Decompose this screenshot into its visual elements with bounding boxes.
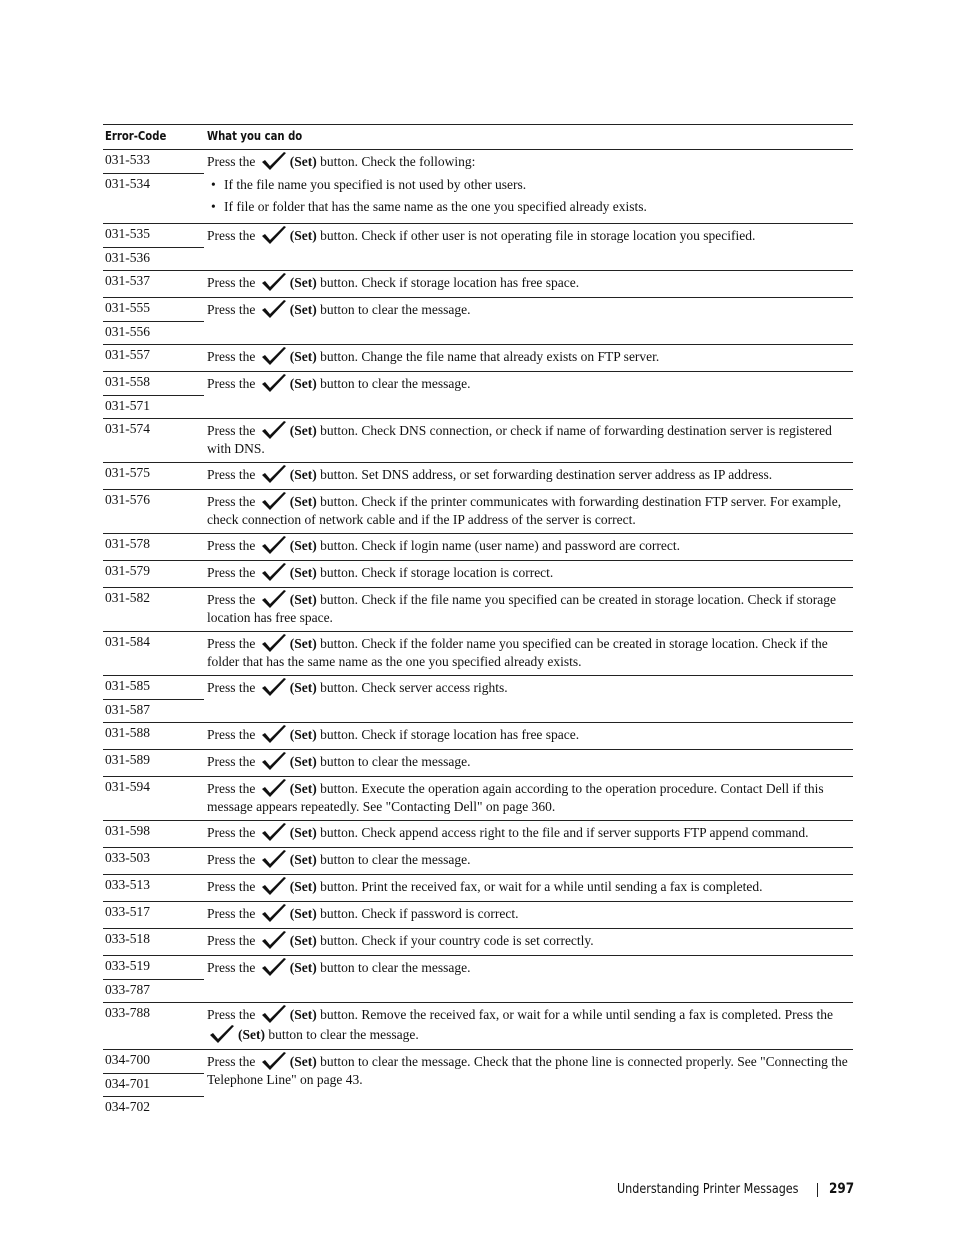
- instruction-text: button to clear the message.: [268, 1027, 419, 1042]
- press-the-text: Press the: [207, 636, 256, 651]
- instruction: [207, 299, 853, 319]
- error-code: 033-519: [105, 958, 150, 973]
- set-label: (Set): [289, 376, 317, 391]
- error-code: 031-579: [105, 563, 150, 578]
- checkmark-icon: [261, 930, 287, 950]
- press-the-text: Press the: [207, 1007, 256, 1022]
- error-code: 033-518: [105, 931, 150, 946]
- instruction: [207, 373, 853, 393]
- press-the-text: Press the: [207, 494, 256, 509]
- instruction-text: button. Check if storage location is correct.: [320, 565, 554, 580]
- instruction: [207, 151, 853, 171]
- error-code: 034-700: [105, 1052, 150, 1067]
- instruction: [207, 849, 853, 869]
- instruction: [207, 562, 853, 582]
- table-row: [103, 271, 853, 298]
- set-label: (Set): [289, 467, 317, 482]
- error-code: 031-535: [105, 226, 150, 241]
- footer-section-title: Understanding Printer Messages: [617, 1182, 799, 1197]
- table-row: [103, 902, 853, 929]
- press-the-text: Press the: [207, 349, 256, 364]
- set-label: (Set): [289, 636, 317, 651]
- instruction: [207, 272, 853, 292]
- error-codes-cell: [103, 848, 204, 874]
- error-code: 033-787: [103, 979, 204, 1002]
- error-codes-cell: [103, 821, 204, 847]
- press-the-text: Press the: [207, 302, 256, 317]
- error-code: 033-788: [105, 1005, 150, 1020]
- press-the-text: Press the: [207, 592, 256, 607]
- error-codes-cell: [103, 1003, 204, 1049]
- instruction-text: button. Check if the printer communicates with forwarding destination FTP server. For example, check connection of network cable and if the IP address of the server is correct.: [207, 494, 842, 527]
- table-row: [103, 372, 853, 419]
- instruction: [207, 903, 853, 923]
- checkmark-icon: [261, 272, 287, 292]
- press-the-text: Press the: [207, 933, 256, 948]
- instruction-cell: [204, 463, 853, 489]
- instruction-cell: [204, 848, 853, 874]
- set-label: (Set): [289, 275, 317, 290]
- footer-divider: [817, 1183, 818, 1197]
- error-code: 031-556: [103, 321, 204, 344]
- error-code: 031-594: [105, 779, 150, 794]
- checkmark-icon: [261, 346, 287, 366]
- checkmark-icon: [261, 849, 287, 869]
- press-the-text: Press the: [207, 154, 256, 169]
- checkmark-icon: [261, 633, 287, 653]
- instruction-cell: [204, 224, 853, 270]
- set-label: (Set): [289, 494, 317, 509]
- press-the-text: Press the: [207, 727, 256, 742]
- error-codes-cell: [103, 777, 204, 820]
- instruction-cell: [204, 298, 853, 344]
- error-codes-cell: [103, 875, 204, 901]
- error-codes-cell: [103, 1050, 204, 1119]
- instruction: [207, 930, 853, 950]
- table-row: [103, 821, 853, 848]
- press-the-text: Press the: [207, 275, 256, 290]
- error-codes-cell: [103, 534, 204, 560]
- error-code: 031-582: [105, 590, 150, 605]
- set-label: (Set): [289, 423, 317, 438]
- table-body: [103, 150, 853, 1119]
- header-what-you-can-do: What you can do: [207, 129, 303, 143]
- checkmark-icon: [261, 373, 287, 393]
- error-codes-cell: [103, 632, 204, 675]
- checkmark-icon: [261, 491, 287, 511]
- error-codes-cell: [103, 750, 204, 776]
- instruction: [207, 724, 853, 744]
- set-label: (Set): [289, 960, 317, 975]
- error-codes-cell: [103, 224, 204, 270]
- checkmark-icon: [261, 1004, 287, 1024]
- table-header: [103, 124, 853, 150]
- instruction-text: button. Check the following:: [320, 154, 476, 169]
- table-row: [103, 848, 853, 875]
- set-label: (Set): [289, 592, 317, 607]
- instruction-text: button to clear the message.: [320, 960, 471, 975]
- error-codes-cell: [103, 463, 204, 489]
- error-codes-cell: [103, 561, 204, 587]
- press-the-text: Press the: [207, 376, 256, 391]
- set-label: (Set): [289, 228, 317, 243]
- page-footer: [617, 1180, 857, 1200]
- press-the-text: Press the: [207, 467, 256, 482]
- error-codes-cell: [103, 676, 204, 722]
- instruction-text: button. Check if other user is not operating file in storage location you specified.: [320, 228, 756, 243]
- press-the-text: Press the: [207, 228, 256, 243]
- checkmark-icon: [261, 299, 287, 319]
- error-codes-cell: [103, 271, 204, 297]
- bullet-item: • If file or folder that has the same name as the one you specified already exists.: [207, 196, 853, 218]
- error-code: 031-557: [105, 347, 150, 362]
- table-row: [103, 463, 853, 490]
- table-row: [103, 419, 853, 463]
- instruction-cell: [204, 777, 853, 820]
- error-codes-cell: [103, 372, 204, 418]
- table-row: [103, 632, 853, 676]
- error-code: 031-588: [105, 725, 150, 740]
- set-label: (Set): [289, 879, 317, 894]
- error-code: 031-536: [103, 247, 204, 270]
- table-row: [103, 588, 853, 632]
- table-row: [103, 723, 853, 750]
- instruction-text: button. Check if storage location has free space.: [320, 275, 580, 290]
- error-code: 031-576: [105, 492, 150, 507]
- error-codes-cell: [103, 929, 204, 955]
- set-label: (Set): [289, 781, 317, 796]
- error-code: 034-702: [103, 1096, 204, 1119]
- instruction-text: button. Check if login name (user name) and password are correct.: [320, 538, 680, 553]
- instruction-text: button to clear the message.: [320, 754, 471, 769]
- instruction-text: button. Check server access rights.: [320, 680, 508, 695]
- table-row: [103, 224, 853, 271]
- instruction-cell: [204, 419, 853, 462]
- error-codes-cell: [103, 150, 204, 223]
- instruction-text: button to clear the message.: [320, 852, 471, 867]
- instruction-cell: [204, 561, 853, 587]
- set-label: (Set): [289, 852, 317, 867]
- press-the-text: Press the: [207, 538, 256, 553]
- instruction-cell: [204, 1003, 853, 1049]
- table-row: [103, 150, 853, 224]
- checkmark-icon: [261, 420, 287, 440]
- instruction: [207, 1004, 853, 1044]
- header-error-code: Error-Code: [105, 129, 167, 143]
- instruction-text: button. Check DNS connection, or check if name of forwarding destination server is registered with DNS.: [207, 423, 832, 456]
- table-row: [103, 676, 853, 723]
- error-code: 033-503: [105, 850, 150, 865]
- set-label: (Set): [289, 302, 317, 317]
- table-row: [103, 1050, 853, 1119]
- error-code: 031-533: [105, 152, 150, 167]
- checkmark-icon: [261, 535, 287, 555]
- error-code: 031-598: [105, 823, 150, 838]
- error-code: 031-555: [105, 300, 150, 315]
- instruction: [207, 677, 853, 697]
- set-label: (Set): [289, 754, 317, 769]
- instruction: [207, 464, 853, 484]
- instruction: [207, 822, 853, 842]
- error-codes-cell: [103, 298, 204, 344]
- checkmark-icon: [261, 876, 287, 896]
- error-codes-cell: [103, 588, 204, 631]
- press-the-text: Press the: [207, 960, 256, 975]
- error-codes-cell: [103, 902, 204, 928]
- error-code: 033-517: [105, 904, 150, 919]
- error-code: 034-701: [103, 1073, 204, 1096]
- instruction-cell: [204, 723, 853, 749]
- checkmark-icon: [261, 751, 287, 771]
- instruction-cell: [204, 821, 853, 847]
- error-code: 031-534: [103, 173, 204, 196]
- error-code-table: [103, 124, 853, 1119]
- error-code: 033-513: [105, 877, 150, 892]
- instruction-text: button. Print the received fax, or wait for a while until sending a fax is completed.: [320, 879, 763, 894]
- table-row: [103, 750, 853, 777]
- set-label: (Set): [289, 1007, 317, 1022]
- table-row: [103, 534, 853, 561]
- checkmark-icon: [261, 724, 287, 744]
- instruction-text: button. Check if password is correct.: [320, 906, 519, 921]
- table-row: [103, 929, 853, 956]
- checkmark-icon: [261, 822, 287, 842]
- error-codes-cell: [103, 490, 204, 533]
- checkmark-icon: [261, 151, 287, 171]
- press-the-text: Press the: [207, 565, 256, 580]
- instruction-text: button. Set DNS address, or set forwarding destination server address as IP address.: [320, 467, 773, 482]
- error-code: 031-587: [103, 699, 204, 722]
- instruction-cell: [204, 1050, 853, 1119]
- set-label: (Set): [289, 565, 317, 580]
- instruction: [207, 633, 853, 670]
- error-code: 031-575: [105, 465, 150, 480]
- checkmark-icon: [261, 677, 287, 697]
- instruction-text: button to clear the message.: [320, 302, 471, 317]
- error-code: 031-585: [105, 678, 150, 693]
- instruction-cell: [204, 490, 853, 533]
- instruction-cell: [204, 345, 853, 371]
- set-label: (Set): [289, 154, 317, 169]
- press-the-text: Press the: [207, 879, 256, 894]
- table-row: [103, 490, 853, 534]
- press-the-text: Press the: [207, 754, 256, 769]
- instruction-cell: [204, 588, 853, 631]
- set-label: (Set): [289, 1054, 317, 1069]
- checkmark-icon: [261, 589, 287, 609]
- checkmark-icon: [209, 1024, 235, 1044]
- instruction: [207, 778, 853, 815]
- instruction: [207, 957, 853, 977]
- checkmark-icon: [261, 562, 287, 582]
- set-label: (Set): [289, 538, 317, 553]
- table-row: [103, 298, 853, 345]
- set-label: (Set): [289, 680, 317, 695]
- set-label: (Set): [289, 906, 317, 921]
- instruction-text: button. Change the file name that already exists on FTP server.: [320, 349, 660, 364]
- error-codes-cell: [103, 956, 204, 1002]
- instruction-cell: [204, 875, 853, 901]
- set-label: (Set): [289, 727, 317, 742]
- set-label: (Set): [289, 349, 317, 364]
- press-the-text: Press the: [207, 825, 256, 840]
- table-row: [103, 561, 853, 588]
- instruction: [207, 876, 853, 896]
- instruction-text: button. Execute the operation again according to the operation procedure. Contact Dell if this message appears repeatedly. See "Contacting Dell" on page 360.: [207, 781, 824, 814]
- instruction-text: button to clear the message. Check that the phone line is connected properly. See "Connecting the Telephone Line" on page 43.: [207, 1054, 848, 1087]
- instruction-text: button to clear the message.: [320, 376, 471, 391]
- instruction-cell: [204, 750, 853, 776]
- instruction-cell: [204, 902, 853, 928]
- bullet-item: • If the file name you specified is not used by other users.: [207, 174, 853, 196]
- instruction-cell: [204, 956, 853, 1002]
- error-code: 031-537: [105, 273, 150, 288]
- set-label: (Set): [238, 1027, 265, 1042]
- instruction-cell: [204, 632, 853, 675]
- instruction-cell: [204, 372, 853, 418]
- error-codes-cell: [103, 723, 204, 749]
- instruction-text: button. Check if the file name you specified can be created in storage location. Check if storage location has free space.: [207, 592, 836, 625]
- table-row: [103, 345, 853, 372]
- table-row: [103, 1003, 853, 1050]
- instruction: [207, 420, 853, 457]
- table-row: [103, 875, 853, 902]
- press-the-text: Press the: [207, 1054, 256, 1069]
- page-number: 297: [829, 1181, 855, 1197]
- press-the-text: Press the: [207, 852, 256, 867]
- instruction-cell: [204, 676, 853, 722]
- error-codes-cell: [103, 419, 204, 462]
- instruction-cell: [204, 929, 853, 955]
- error-code: 031-584: [105, 634, 150, 649]
- press-the-text: Press the: [207, 781, 256, 796]
- set-label: (Set): [289, 933, 317, 948]
- instruction-cell: [204, 534, 853, 560]
- instruction-text: button. Check if your country code is set correctly.: [320, 933, 594, 948]
- instruction-text: button. Check if storage location has free space.: [320, 727, 580, 742]
- set-label: (Set): [289, 825, 317, 840]
- checkmark-icon: [261, 1051, 287, 1071]
- instruction-cell: [204, 271, 853, 297]
- press-the-text: Press the: [207, 680, 256, 695]
- error-code: 031-571: [103, 395, 204, 418]
- press-the-text: Press the: [207, 906, 256, 921]
- instruction: [207, 491, 853, 528]
- instruction-text: button. Check if the folder name you specified can be created in storage location. Check if the folder that has the same name as the one you specified already exists.: [207, 636, 828, 669]
- checkmark-icon: [261, 957, 287, 977]
- instruction: [207, 1051, 853, 1088]
- press-the-text: Press the: [207, 423, 256, 438]
- checkmark-icon: [261, 903, 287, 923]
- instruction-cell: [204, 150, 853, 223]
- instruction: [207, 225, 853, 245]
- error-code: 031-574: [105, 421, 150, 436]
- instruction-text: button. Check append access right to the file and if server supports FTP append command.: [320, 825, 809, 840]
- instruction: [207, 589, 853, 626]
- instruction: [207, 346, 853, 366]
- error-code: 031-589: [105, 752, 150, 767]
- checkmark-icon: [261, 464, 287, 484]
- instruction: [207, 751, 853, 771]
- checkmark-icon: [261, 778, 287, 798]
- table-row: [103, 777, 853, 821]
- instruction: [207, 535, 853, 555]
- instruction-text: button. Remove the received fax, or wait for a while until sending a fax is completed. Press the: [320, 1007, 833, 1022]
- table-row: [103, 956, 853, 1003]
- bullet-list: [207, 174, 853, 218]
- checkmark-icon: [261, 225, 287, 245]
- error-code: 031-578: [105, 536, 150, 551]
- error-codes-cell: [103, 345, 204, 371]
- error-code: 031-558: [105, 374, 150, 389]
